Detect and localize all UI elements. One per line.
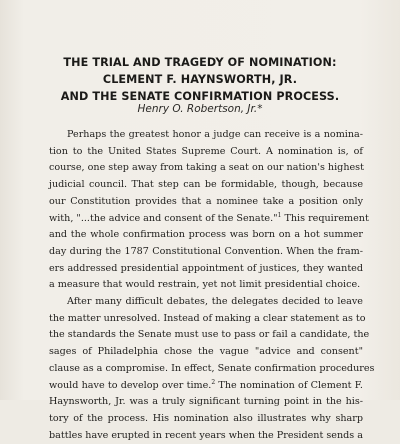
text-line: the standards the Senate must use to pass or fail a candidate, the xyxy=(49,329,370,341)
footnote-marker-2: 2 xyxy=(211,378,216,386)
text-line: tory of the process. His nomination also illustrates why sharp xyxy=(49,412,363,424)
text-line: course, one step away from taking a seat on our nation's highest xyxy=(49,162,364,174)
article-title xyxy=(0,54,400,105)
paragraph-1 xyxy=(49,127,369,294)
title-line-1: THE TRIAL AND TRAGEDY OF NOMINATION: xyxy=(63,56,337,69)
text-line: tion to the United States Supreme Court. A nomination is, of xyxy=(49,145,363,157)
text-line-with-footnote xyxy=(49,211,369,228)
text-line: clause as a compromise. In effect, Senate confirmation procedures xyxy=(49,362,375,374)
text-line: battles have erupted in recent years when the President sends a xyxy=(49,429,363,441)
text-line: judicial council. That step can be formidable, though, because xyxy=(49,179,363,191)
text-line: our Constitution provides that a nominee take a position only xyxy=(49,195,363,207)
text-segment: The nomination of Clement F. xyxy=(215,379,363,391)
title-line-3: AND THE SENATE CONFIRMATION PROCESS. xyxy=(60,90,340,103)
text-segment: with, "...the advice and consent of the Senate." xyxy=(49,212,278,224)
article-author: Henry O. Robertson, Jr.* xyxy=(137,103,263,115)
text-line: day during the 1787 Constitutional Convention. When the fram- xyxy=(49,245,363,257)
title-line-2: CLEMENT F. HAYNSWORTH, JR. xyxy=(102,73,298,86)
text-line: After many difficult debates, the delegates decided to leave xyxy=(67,296,363,308)
text-segment: would have to develop over time. xyxy=(49,379,212,391)
text-line: the matter unresolved. Instead of making a clear statement as to xyxy=(49,312,366,324)
text-line: and the whole confirmation process was born on a hot summer xyxy=(49,229,363,241)
text-segment: This requirement xyxy=(281,212,369,224)
text-line-with-footnote xyxy=(49,378,363,395)
article-body xyxy=(49,127,375,444)
footnote-marker-1: 1 xyxy=(277,211,282,219)
text-line: sages of Philadelphia chose the vague "advice and consent" xyxy=(49,346,363,358)
paragraph-2 xyxy=(49,294,375,444)
text-line: Perhaps the greatest honor a judge can receive is a nomina- xyxy=(67,129,363,140)
text-line: a measure that would restrain, yet not limit presidential choice. xyxy=(49,279,361,291)
text-line: ers addressed presidential appointment of justices, they wanted xyxy=(49,262,363,274)
text-line: Haynsworth, Jr. was a truly significant turning point in the his- xyxy=(49,396,363,408)
